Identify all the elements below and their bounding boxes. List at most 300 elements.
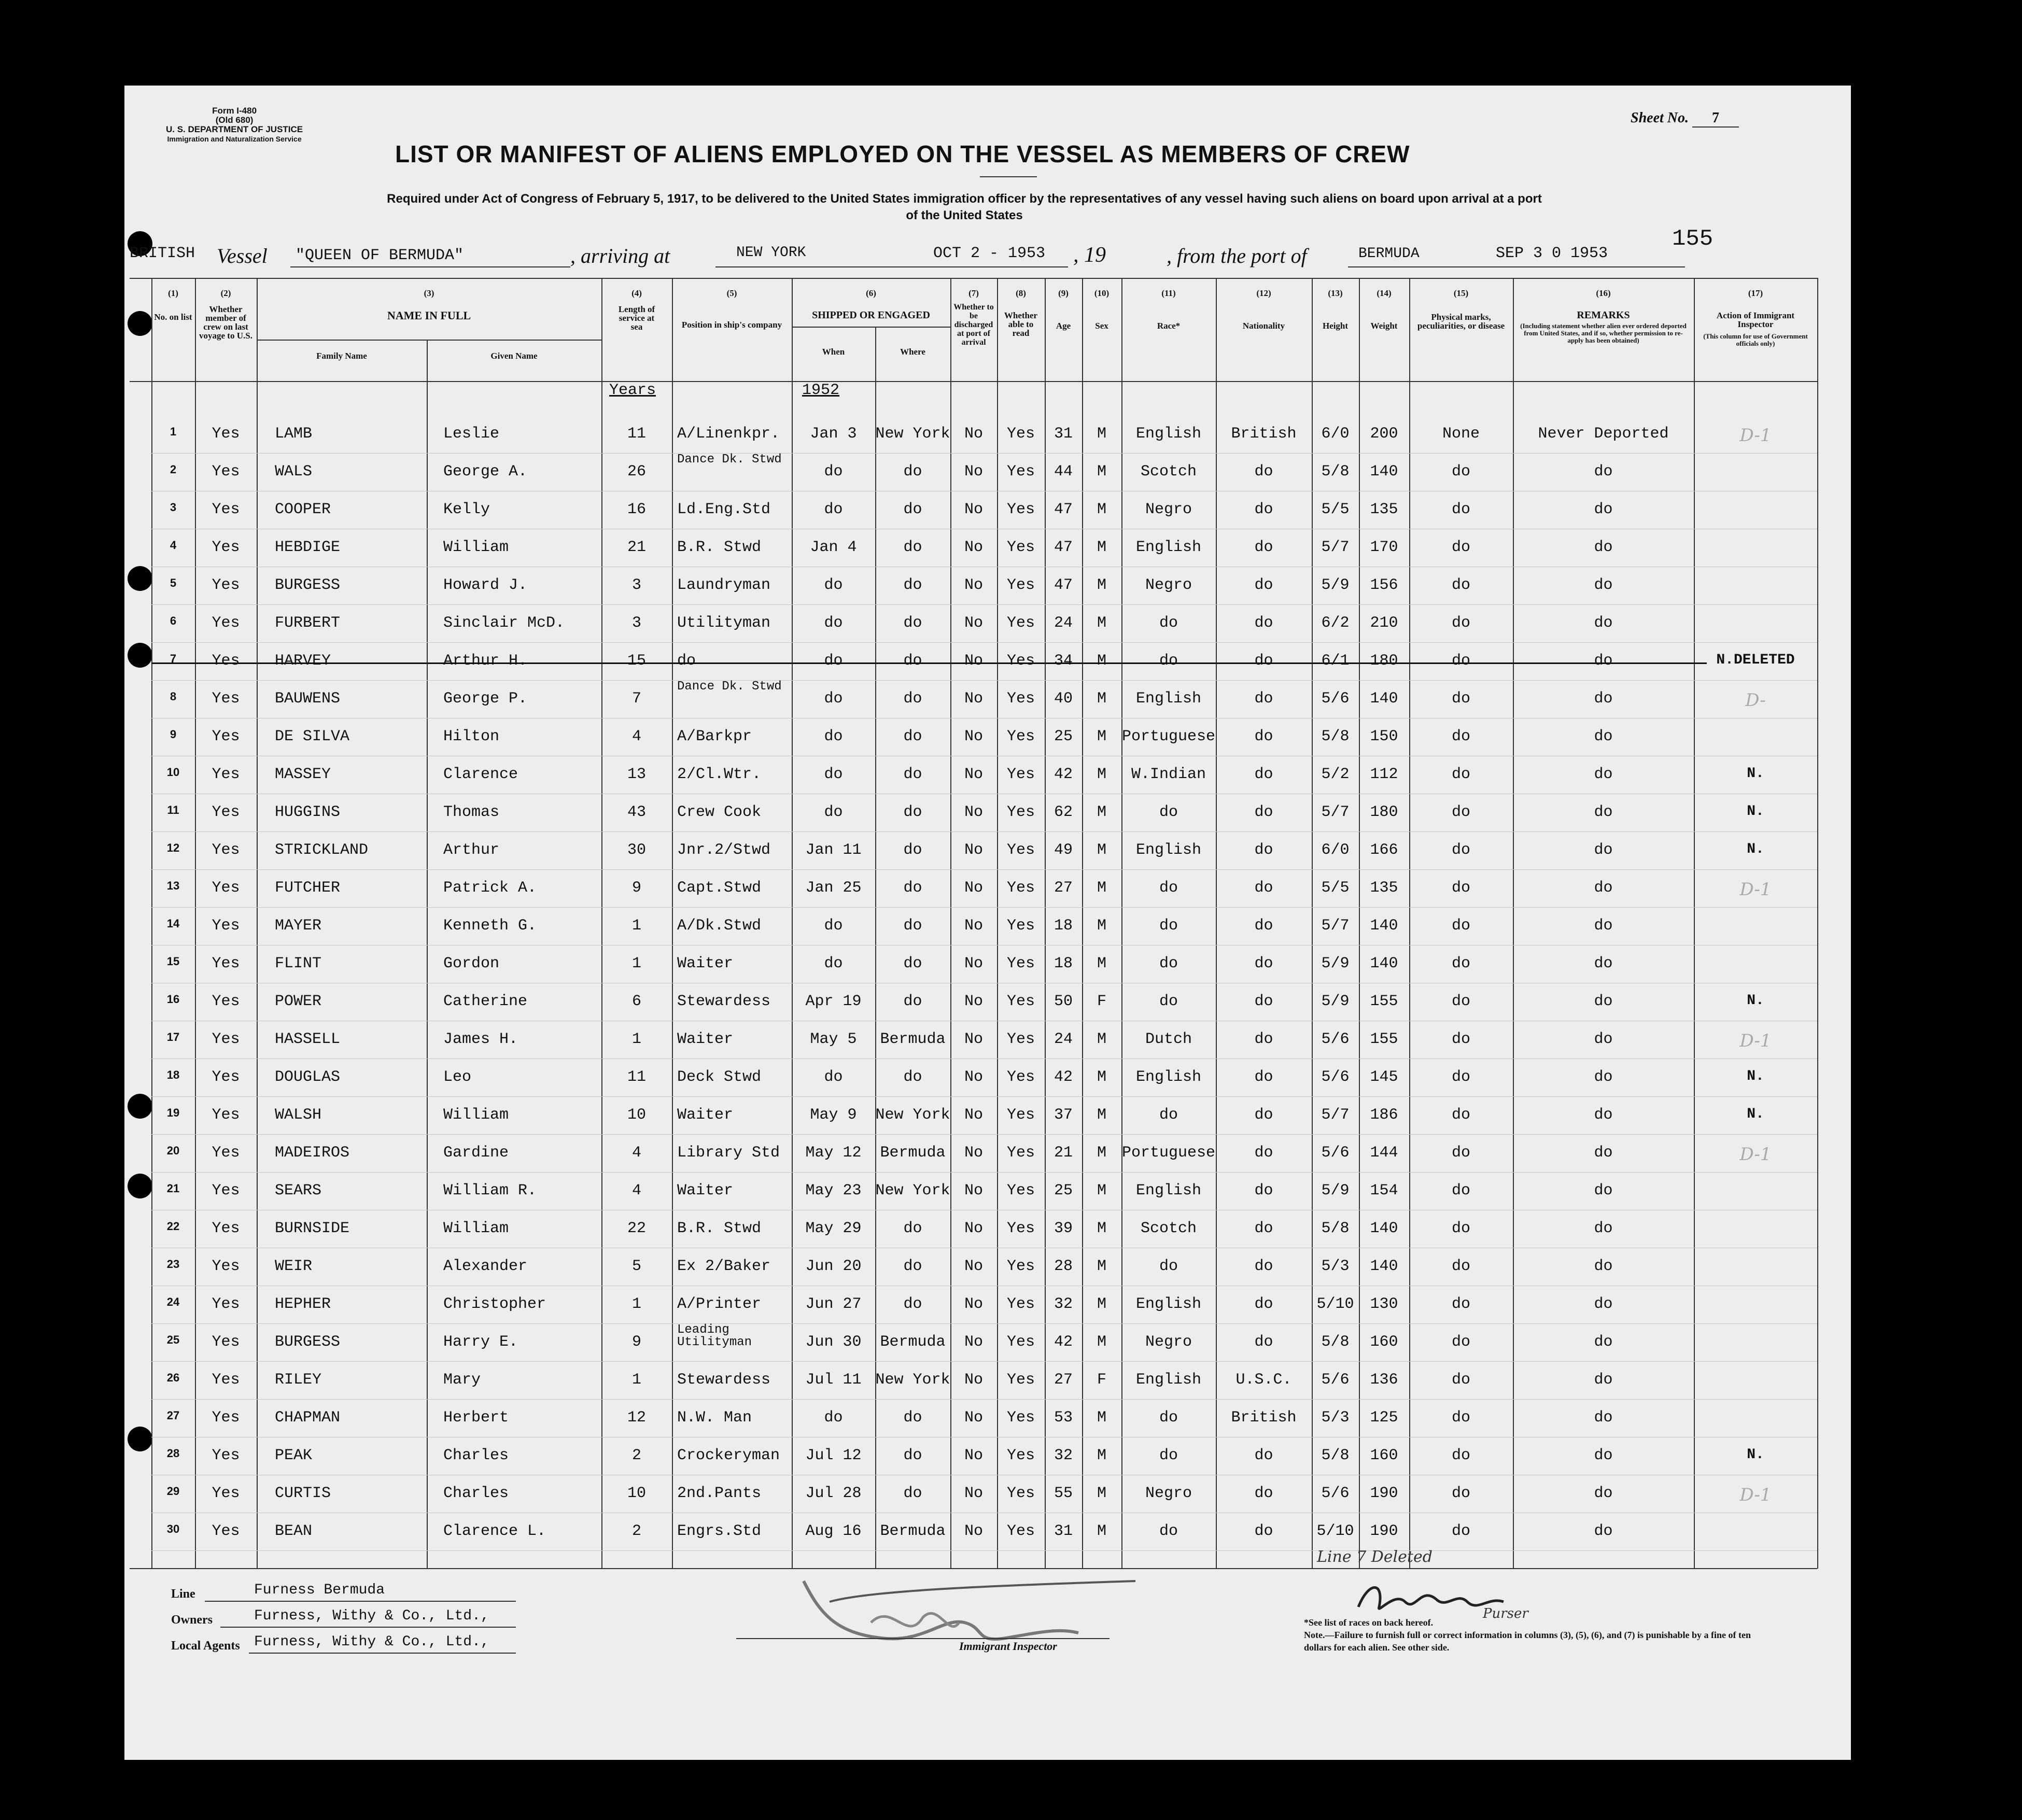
cell-height: 5/7 [1321,1106,1350,1124]
binder-hole [128,1094,152,1119]
cell-sex: M [1097,463,1106,481]
row-rule [151,831,1817,832]
arrival-port: NEW YORK [736,245,806,261]
table-bottom-border [130,1568,1817,1569]
cell-position: 2/Cl.Wtr. [677,766,762,783]
cell-race: English [1135,1371,1202,1389]
cell-remarks: do [1594,1409,1613,1427]
cell-no: 1 [170,425,177,438]
cell-years: 12 [627,1409,646,1427]
cell-height: 6/0 [1321,841,1350,859]
cell-where: do [903,1295,922,1313]
cell-sex: M [1097,1409,1106,1427]
cell-no: 12 [166,841,180,854]
cell-when: do [824,728,843,745]
cell-marks: do [1451,1295,1470,1313]
cell-marks: do [1451,690,1470,708]
cell-race: do [1159,1106,1178,1124]
cell-given: Arthur [443,841,500,859]
cell-weight: 180 [1370,803,1398,821]
cell-discharged: No [964,1295,983,1313]
cell-weight: 135 [1370,879,1398,897]
cell-no: 14 [166,917,180,930]
sheet-number-block [1631,110,1739,128]
col-10-number: (10) [1094,288,1110,298]
cell-given: Gordon [443,955,500,972]
given-name-header: Given Name [490,351,538,361]
cell-no: 8 [170,690,177,703]
years-subheader: Years [609,382,656,399]
cell-discharged: No [964,501,983,518]
arriving-label: , arriving at [570,244,670,267]
cell-no: 11 [167,803,179,816]
cell-height: 5/8 [1321,1220,1350,1237]
cell-race: Portuguese [1121,728,1216,745]
cell-no: 30 [166,1522,180,1535]
cell-where: New York [875,1371,950,1389]
cell-discharged: No [964,766,983,783]
cell-race: Negro [1145,1485,1192,1502]
cell-action: D-1 [1739,1485,1772,1505]
cell-position: A/Dk.Stwd [677,917,762,935]
cell-weight: 140 [1370,917,1398,935]
cell-race: Negro [1145,576,1192,594]
cell-given: Thomas [443,803,500,821]
cell-nationality: do [1254,463,1273,481]
cell-nationality: do [1254,1258,1273,1275]
cell-height: 5/6 [1321,1068,1350,1086]
col-divider [672,278,673,1569]
cell-read: Yes [1006,425,1035,443]
cell-age: 50 [1054,993,1073,1010]
cell-remarks: do [1594,1371,1613,1389]
cell-where: do [903,1409,922,1427]
cell-given: Clarence [443,766,518,783]
departure-port: BERMUDA [1358,246,1420,262]
cell-discharged: No [964,425,983,443]
cell-when: do [824,576,843,594]
cell-race: Dutch [1145,1031,1192,1048]
cell-race: Portuguese [1121,1144,1216,1162]
cell-family: MADEIROS [275,1144,350,1162]
cell-where: New York [875,425,950,443]
cell-no: 13 [166,879,180,892]
cell-no: 5 [170,576,177,589]
cell-marks: do [1451,1106,1470,1124]
cell-when: do [824,917,843,935]
cell-marks: do [1451,728,1470,745]
col-1-label: No. on list [154,312,192,322]
col-12-label: Nationality [1242,321,1285,331]
cell-read: Yes [1006,879,1035,897]
cell-given: Clarence L. [443,1522,546,1540]
cell-where: do [903,690,922,708]
cell-remarks: do [1594,539,1613,556]
cell-given: Mary [443,1371,481,1389]
cell-height: 5/8 [1321,463,1350,481]
cell-prev: Yes [212,841,240,859]
cell-weight: 136 [1370,1371,1398,1389]
cell-weight: 130 [1370,1295,1398,1313]
cell-remarks: do [1594,1220,1613,1237]
cell-discharged: No [964,614,983,632]
shipped-where-header: Where [900,347,925,357]
cell-remarks: do [1594,841,1613,859]
cell-remarks: do [1594,955,1613,972]
cell-family: LAMB [275,425,313,443]
cell-race: do [1159,1522,1178,1540]
cell-prev: Yes [212,690,240,708]
cell-age: 18 [1054,955,1073,972]
cell-when: do [824,501,843,518]
cell-remarks: do [1594,803,1613,821]
cell-given: Charles [443,1485,509,1502]
cell-where: Bermuda [880,1333,946,1351]
cell-read: Yes [1006,1031,1035,1048]
cell-action: N. [1747,993,1764,1009]
cell-action: N. [1747,766,1764,782]
cell-prev: Yes [212,1485,240,1502]
cell-prev: Yes [212,766,240,783]
cell-position: Ex 2/Baker [677,1258,771,1275]
row-rule [151,869,1817,870]
cell-nationality: do [1254,1295,1273,1313]
vessel-name-rule [290,266,570,267]
cell-no: 2 [170,463,177,476]
cell-nationality: do [1254,1182,1273,1200]
col-4-number: (4) [631,288,642,298]
cell-nationality: U.S.C. [1235,1371,1292,1389]
cell-years: 10 [627,1106,646,1124]
cell-remarks: do [1594,993,1613,1010]
cell-nationality: do [1254,993,1273,1010]
cell-where: do [903,728,922,745]
cell-race: English [1135,1182,1202,1200]
cell-nationality: do [1254,1447,1273,1464]
col-14-label: Weight [1370,321,1398,331]
shipped-subheader-rule [792,327,950,328]
cell-where: do [903,766,922,783]
col-8-number: (8) [1016,288,1026,298]
cell-action: N. [1747,1447,1764,1463]
cell-remarks: do [1594,1447,1613,1464]
cell-sex: M [1097,766,1106,783]
cell-where: do [903,879,922,897]
cell-sex: M [1097,501,1106,518]
cell-given: James H. [443,1031,518,1048]
from-port-label: , from the port of [1167,244,1307,267]
row-rule [151,945,1817,946]
cell-when: Apr 19 [805,993,862,1010]
service-name: Immigration and Naturalization Service [167,135,302,143]
cell-weight: 140 [1370,955,1398,972]
col-6-number: (6) [866,288,876,298]
cell-prev: Yes [212,1182,240,1200]
cell-sex: M [1097,841,1106,859]
cell-remarks: do [1594,690,1613,708]
cell-years: 4 [631,1182,641,1200]
col-17-number: (17) [1748,288,1763,298]
col-9-number: (9) [1058,288,1069,298]
cell-nationality: do [1254,1106,1273,1124]
cell-height: 6/0 [1321,425,1350,443]
cell-race: English [1135,539,1202,556]
cell-sex: M [1097,917,1106,935]
cell-nationality: do [1254,576,1273,594]
cell-race: Scotch [1140,1220,1197,1237]
cell-position: Crockeryman [677,1447,780,1464]
line-deleted-note: Line 7 Deleted [1317,1548,1433,1566]
cell-sex: M [1097,1031,1106,1048]
cell-family: COOPER [275,501,331,518]
cell-where: do [903,1258,922,1275]
cell-sex: M [1097,1220,1106,1237]
cell-remarks: do [1594,1182,1613,1200]
cell-sex: F [1097,1371,1106,1389]
cell-action: N. [1747,841,1764,857]
cell-marks: do [1451,917,1470,935]
cell-height: 5/9 [1321,993,1350,1010]
cell-sex: M [1097,1068,1106,1086]
cell-where: do [903,1068,922,1086]
cell-given: George P. [443,690,528,708]
cell-marks: do [1451,463,1470,481]
cell-remarks: do [1594,576,1613,594]
cell-given: William [443,1220,509,1237]
cell-age: 47 [1054,576,1073,594]
cell-position: Waiter [677,1182,734,1200]
cell-marks: do [1451,576,1470,594]
cell-prev: Yes [212,463,240,481]
cell-nationality: do [1254,917,1273,935]
cell-family: HASSELL [275,1031,341,1048]
cell-marks: do [1451,1031,1470,1048]
cell-when: do [824,690,843,708]
cell-weight: 135 [1370,501,1398,518]
cell-family: FLINT [275,955,322,972]
cell-read: Yes [1006,614,1035,632]
cell-where: do [903,1447,922,1464]
footer-agents-value: Furness, Withy & Co., Ltd., [254,1634,489,1650]
cell-where: New York [875,1182,950,1200]
cell-position: Waiter [677,955,734,972]
cell-prev: Yes [212,1220,240,1237]
row-rule [151,604,1817,605]
cell-read: Yes [1006,917,1035,935]
cell-family: BURNSIDE [275,1220,350,1237]
col-17-label: Action of Immigrant Inspector [1716,311,1795,329]
row-rule [151,453,1817,454]
cell-years: 26 [627,463,646,481]
cell-nationality: British [1231,425,1297,443]
cell-age: 27 [1054,879,1073,897]
col-2-number: (2) [220,288,231,298]
cell-race: do [1159,917,1178,935]
cell-when: May 5 [810,1031,857,1048]
purser-label: Purser [1483,1606,1528,1621]
cell-when: Aug 16 [805,1522,862,1540]
cell-read: Yes [1006,1333,1035,1351]
cell-when: May 23 [805,1182,862,1200]
cell-years: 5 [631,1258,641,1275]
cell-age: 25 [1054,728,1073,745]
cell-read: Yes [1006,463,1035,481]
col-11-label: Race* [1157,321,1181,331]
cell-age: 62 [1054,803,1073,821]
cell-race: do [1159,879,1178,897]
cell-prev: Yes [212,1371,240,1389]
cell-age: 42 [1054,766,1073,783]
col-3-label: NAME IN FULL [387,309,471,322]
cell-where: do [903,576,922,594]
cell-prev: Yes [212,1295,240,1313]
cell-action: D-1 [1739,1144,1772,1165]
cell-prev: Yes [212,803,240,821]
cell-age: 34 [1054,652,1073,670]
cell-prev: Yes [212,1333,240,1351]
cell-position: Leading Utilityman [677,1323,752,1349]
cell-family: PEAK [275,1447,313,1464]
year-shipped-subheader: 1952 [802,382,840,399]
cell-nationality: do [1254,690,1273,708]
cell-position: Ld.Eng.Std [677,501,771,518]
cell-weight: 156 [1370,576,1398,594]
cell-discharged: No [964,690,983,708]
cell-race: Negro [1145,1333,1192,1351]
cell-marks: do [1451,993,1470,1010]
cell-nationality: do [1254,1220,1273,1237]
cell-where: do [903,841,922,859]
cell-family: BURGESS [275,1333,341,1351]
family-name-header: Family Name [316,351,367,361]
row-rule [151,1134,1817,1135]
cell-height: 5/5 [1321,501,1350,518]
cell-given: Kenneth G. [443,917,537,935]
cell-years: 9 [631,1333,641,1351]
cell-weight: 180 [1370,652,1398,670]
cell-marks: do [1451,803,1470,821]
cell-when: do [824,766,843,783]
cell-height: 5/10 [1316,1522,1354,1540]
table-header-bottom [130,381,1817,382]
row-rule [151,680,1817,681]
cell-years: 22 [627,1220,646,1237]
races-note: *See list of races on back hereof. [1304,1617,1434,1628]
cell-family: CHAPMAN [275,1409,341,1427]
cell-discharged: No [964,1447,983,1464]
cell-height: 5/6 [1321,1371,1350,1389]
cell-when: May 9 [810,1106,857,1124]
cell-discharged: No [964,1068,983,1086]
cell-given: Harry E. [443,1333,518,1351]
cell-sex: M [1097,652,1106,670]
cell-marks: do [1451,1485,1470,1502]
cell-sex: M [1097,576,1106,594]
cell-where: Bermuda [880,1031,946,1048]
cell-age: 39 [1054,1220,1073,1237]
cell-prev: Yes [212,728,240,745]
cell-height: 5/6 [1321,1144,1350,1162]
cell-years: 6 [631,993,641,1010]
cell-race: English [1135,425,1202,443]
cell-family: STRICKLAND [275,841,369,859]
cell-height: 6/1 [1321,652,1350,670]
cell-position: Waiter [677,1031,734,1048]
cell-sex: M [1097,1447,1106,1464]
cell-family: POWER [275,993,322,1010]
cell-race: Scotch [1140,463,1197,481]
cell-remarks: do [1594,1485,1613,1502]
cell-family: HARVEY [275,652,331,670]
cell-height: 5/10 [1316,1295,1354,1313]
cell-height: 5/7 [1321,539,1350,556]
cell-race: English [1135,841,1202,859]
cell-when: do [824,955,843,972]
cell-prev: Yes [212,993,240,1010]
cell-remarks: do [1594,1068,1613,1086]
cell-years: 4 [631,728,641,745]
cell-race: do [1159,993,1178,1010]
cell-position: Dance Dk. Stwd [677,680,782,694]
cell-discharged: No [964,728,983,745]
cell-given: William [443,1106,509,1124]
cell-no: 24 [166,1295,180,1308]
cell-action: N. [1747,1106,1764,1122]
cell-height: 6/2 [1321,614,1350,632]
cell-marks: do [1451,766,1470,783]
col-11-number: (11) [1161,288,1176,298]
cell-discharged: No [964,1409,983,1427]
cell-when: do [824,463,843,481]
cell-no: 10 [166,766,180,779]
cell-given: George A. [443,463,528,481]
cell-years: 1 [631,1295,641,1313]
cell-height: 5/3 [1321,1258,1350,1275]
page-title: LIST OR MANIFEST OF ALIENS EMPLOYED ON THE VESSEL AS MEMBERS OF CREW [395,140,1410,167]
cell-read: Yes [1006,1220,1035,1237]
cell-marks: do [1451,879,1470,897]
col-5-label: Position in ship's company [681,320,782,330]
cell-remarks: do [1594,917,1613,935]
cell-no: 6 [170,614,177,627]
cell-family: DE SILVA [275,728,350,745]
cell-prev: Yes [212,1522,240,1540]
cell-read: Yes [1006,1485,1035,1502]
cell-when: do [824,614,843,632]
cell-read: Yes [1006,766,1035,783]
cell-no: 21 [166,1182,180,1195]
cell-no: 15 [166,955,180,968]
cell-given: Gardine [443,1144,509,1162]
cell-prev: Yes [212,425,240,443]
cell-weight: 160 [1370,1447,1398,1464]
cell-given: Catherine [443,993,528,1010]
cell-marks: do [1451,955,1470,972]
cell-nationality: do [1254,1333,1273,1351]
cell-age: 55 [1054,1485,1073,1502]
cell-race: do [1159,1409,1178,1427]
cell-remarks: do [1594,1258,1613,1275]
footer-agents-label: Local Agents [171,1639,240,1653]
col-13-label: Height [1322,321,1349,331]
cell-sex: M [1097,803,1106,821]
cell-family: RILEY [275,1371,322,1389]
cell-nationality: do [1254,1485,1273,1502]
cell-height: 5/7 [1321,917,1350,935]
cell-weight: 190 [1370,1522,1398,1540]
cell-position: 2nd.Pants [677,1485,762,1502]
cell-position: Waiter [677,1106,734,1124]
